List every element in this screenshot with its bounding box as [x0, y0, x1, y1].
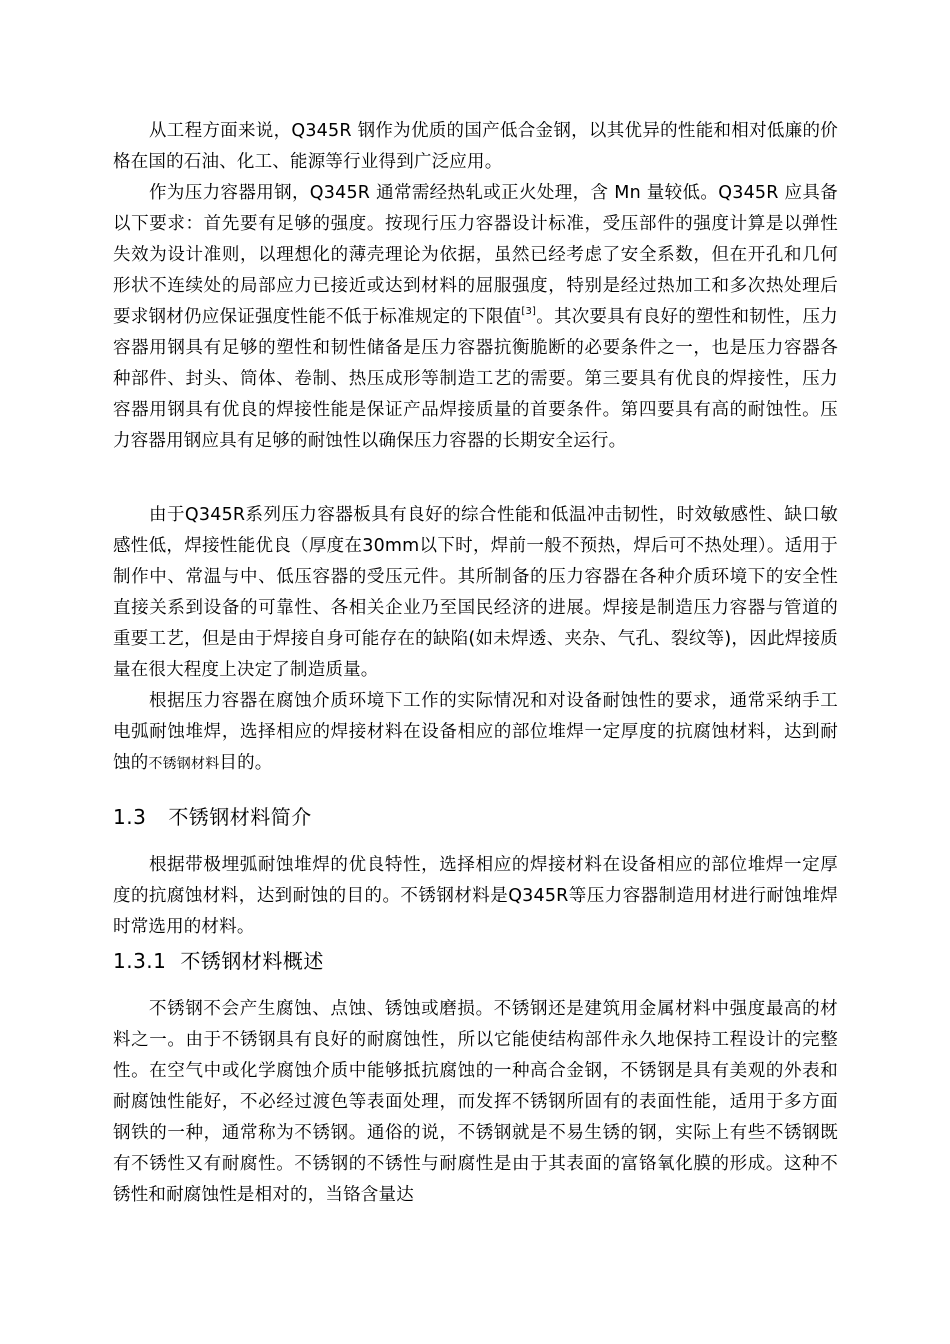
section-title: 不锈钢材料简介	[168, 805, 312, 829]
paragraph-stainless-overview	[113, 994, 838, 1211]
paragraph-text-small: 不锈钢材料	[148, 756, 220, 772]
paragraph-text-part: 作为压力容器用钢，Q345R 通常需经热轧或正火处理，含 Mn 量较低。Q345R 应具备以下要求：首先要有足够的强度。按现行压力容器设计标准，受压部件的强度计算是以弹性失效为设计准则，以理想化的薄壳理论为依据，虽然已经考虑了安全系数，但在开孔和几何形状不连续处的局部应力已接近或达到材料的屈服强度，特别是经过热加工和多次热处理后要求钢材仍应保证强度性能不低于标准规定的下限值	[113, 183, 838, 327]
section-heading-1-3	[113, 802, 312, 832]
paragraph-q345r-properties	[113, 500, 838, 686]
section-heading-1-3-1	[113, 946, 324, 976]
paragraph-text: 不锈钢不会产生腐蚀、点蚀、锈蚀或磨损。不锈钢还是建筑用金属材料中强度最高的材料之一。由于不锈钢具有良好的耐腐蚀性，所以它能使结构部件永久地保持工程设计的完整性。在空气中或化学腐蚀介质中能够抵抗腐蚀的一种高合金钢，不锈钢是具有美观的外表和耐腐蚀性能好，不必经过渡色等表面处理，而发挥不锈钢所固有的表面性能，适用于多方面钢铁的一种，通常称为不锈钢。通俗的说，不锈钢就是不易生锈的钢，实际上有些不锈钢既有不锈性又有耐腐性。不锈钢的不锈性与耐腐性是由于其表面的富铬氧化膜的形成。这种不锈性和耐腐蚀性是相对的，当铬含量达	[113, 999, 838, 1205]
paragraph-text: 由于Q345R系列压力容器板具有良好的综合性能和低温冲击韧性，时效敏感性、缺口敏感性低，焊接性能优良（厚度在30mm以下时，焊前一般不预热，焊后可不热处理）。适用于制作中、常温与中、低压容器的受压元件。其所制备的压力容器在各种介质环境下的安全性直接关系到设备的可靠性、各相关企业乃至国民经济的进展。焊接是制造压力容器与管道的重要工艺，但是由于焊接自身可能存在的缺陷(如未焊透、夹杂、气孔、裂纹等)，因此焊接质量在很大程度上决定了制造质量。	[113, 505, 838, 680]
paragraph-text-part: 。其次要具有良好的塑性和韧性，压力容器用钢具有足够的塑性和韧性储备是压力容器抗衡脆断的必要条件之一，也是压力容器各种部件、封头、筒体、卷制、热压成形等制造工艺的需要。第三要具有优良的焊接性，压力容器用钢具有优良的焊接性能是保证产品焊接质量的首要条件。第四要具有高的耐蚀性。压力容器用钢应具有足够的耐蚀性以确保压力容器的长期安全运行。	[113, 307, 838, 451]
paragraph-text	[113, 178, 838, 457]
citation-reference: [3]	[521, 306, 537, 317]
paragraph-corrosion-welding	[113, 686, 838, 780]
paragraph-text	[113, 686, 838, 780]
paragraph-intro	[113, 116, 838, 178]
paragraph-text: 根据带极埋弧耐蚀堆焊的优良特性，选择相应的焊接材料在设备相应的部位堆焊一定厚度的抗腐蚀材料，达到耐蚀的目的。不锈钢材料是Q345R等压力容器制造用材进行耐蚀堆焊时常选用的材料。	[113, 855, 838, 937]
section-number: 1.3.1	[113, 949, 167, 973]
paragraph-text: 从工程方面来说，Q345R 钢作为优质的国产低合金钢，以其优异的性能和相对低廉的价格在国的石油、化工、能源等行业得到广泛应用。	[113, 121, 838, 172]
section-title: 不锈钢材料概述	[180, 949, 324, 973]
paragraph-requirements	[113, 178, 838, 457]
paragraph-text-part: 根据压力容器在腐蚀介质环境下工作的实际情况和对设备耐蚀性的要求，通常采纳手工电弧耐蚀堆焊，选择相应的焊接材料在设备相应的部位堆焊一定厚度的抗腐蚀材料，达到耐蚀的	[113, 691, 838, 773]
section-number: 1.3	[113, 805, 147, 829]
paragraph-stainless-intro	[113, 850, 838, 943]
paragraph-text-part: 目的。	[219, 753, 273, 773]
